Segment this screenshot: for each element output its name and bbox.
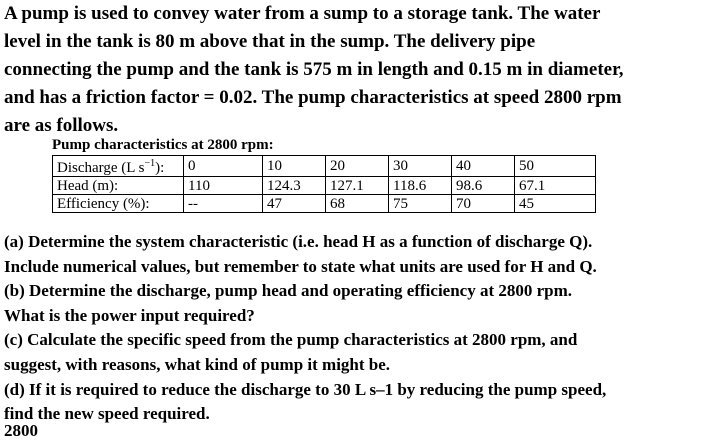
intro-line-2: level in the tank is 80 m above that in the sump. The delivery pipe [4,31,536,52]
discharge-label: Discharge (L s [57,160,145,176]
table-row-discharge [53,156,596,177]
table-cell: 127.1 [326,177,389,195]
discharge-label-exponent: −1 [144,158,156,169]
table-cell: 118.6 [389,177,452,195]
question-list [4,230,704,427]
question-d-line-2: find the new speed required. [4,404,210,424]
table-cell: 47 [263,195,326,213]
table-cell: 0 [184,156,263,177]
table-cell: 50 [515,156,596,177]
problem-statement [4,0,704,140]
table-cell: 110 [184,177,263,195]
table-cell: 45 [515,195,596,213]
discharge-label-end: ): [155,160,165,176]
table-row-head [53,177,596,195]
question-a-line-1: (a) Determine the system characteristic (i.e. head H as a function of discharge Q). [4,232,593,251]
table-cell: 75 [389,195,452,213]
intro-line-1: A pump is used to convey water from a sump to a storage tank. The water [4,3,601,24]
table-cell: 67.1 [515,177,596,195]
table-row-efficiency [53,195,596,213]
table-cell: 124.3 [263,177,326,195]
question-b-line-2: What is the power input required? [4,305,255,325]
table-cell: -- [184,195,263,213]
row-label-efficiency: Efficiency (%): [53,195,184,213]
table-cell: 98.6 [452,177,515,195]
question-d-line-1: (d) If it is required to reduce the discharge to 30 L s–1 by reducing the pump speed, [4,379,607,399]
question-c-line-1: (c) Calculate the specific speed from the pump characteristics at 2800 rpm, and [4,330,578,350]
table-cell: 20 [326,156,389,177]
row-label-head: Head (m): [53,177,184,195]
table-cell: 40 [452,156,515,177]
table-cell: 30 [389,156,452,177]
row-label-discharge [53,156,184,177]
pump-characteristics-table [52,155,596,213]
cut-off-text: 2800 [4,421,38,440]
intro-line-5: are as follows. [4,115,119,136]
question-a-line-2: Include numerical values, but remember to state what units are used for H and Q. [4,256,597,276]
question-c-line-2: suggest, with reasons, what kind of pump it might be. [4,354,391,374]
question-b-line-1: (b) Determine the discharge, pump head and operating efficiency at 2800 rpm. [4,281,573,301]
table-cell: 70 [452,195,515,213]
intro-line-3: connecting the pump and the tank is 575 m in length and 0.15 m in diameter, [4,59,624,80]
table-cell: 68 [326,195,389,213]
table-cell: 10 [263,156,326,177]
intro-line-4: and has a friction factor = 0.02. The pump characteristics at speed 2800 rpm [4,87,622,108]
table-title: Pump characteristics at 2800 rpm: [52,137,274,153]
